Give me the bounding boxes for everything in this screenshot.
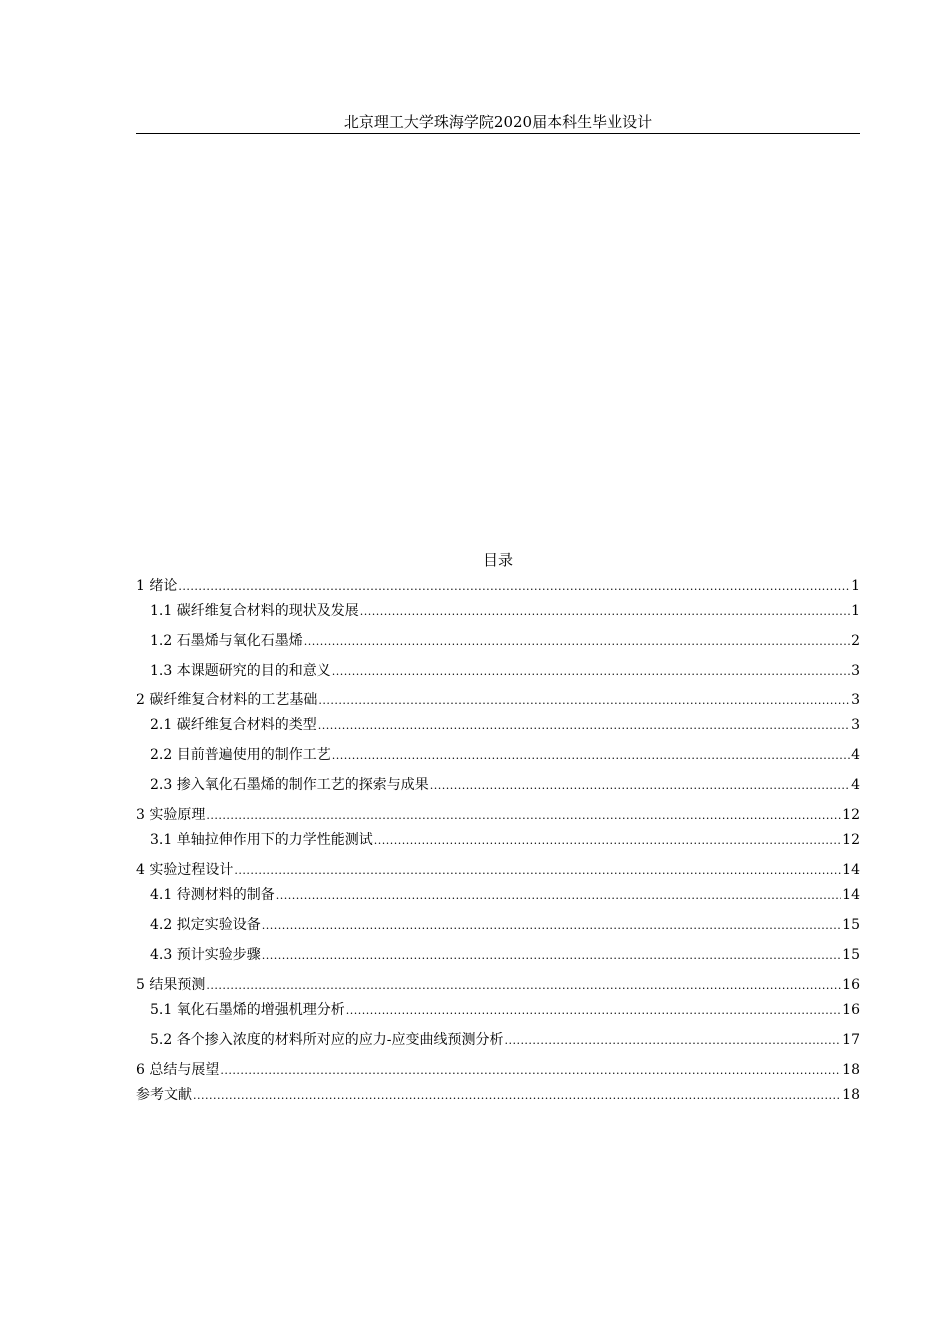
toc-entry-chapter-5[interactable] [136, 975, 860, 996]
toc-entry-label: 4.2 拟定实验设备 [150, 917, 261, 933]
toc-leader-dots [276, 886, 841, 906]
toc-leader-dots [262, 946, 841, 966]
toc-entry-label: 2.1 碳纤维复合材料的类型 [150, 717, 317, 733]
toc-leader-dots [360, 602, 850, 622]
toc-leader-dots [318, 691, 850, 711]
toc-entry-label: 3 实验原理 [136, 807, 206, 823]
toc-leader-dots [206, 806, 841, 826]
toc-entry-label: 5.1 氧化石墨烯的增强机理分析 [150, 1002, 345, 1018]
toc-entry-page: 2 [851, 633, 860, 649]
toc-leader-dots [430, 776, 850, 796]
toc-leader-dots [374, 831, 841, 851]
toc-entry-chapter-6[interactable] [136, 1060, 860, 1081]
toc-entry-page: 15 [842, 917, 860, 933]
toc-entry-references[interactable] [136, 1085, 860, 1106]
toc-entry-section-2-1[interactable] [150, 715, 860, 736]
toc-leader-dots [304, 632, 850, 652]
toc-entry-page: 16 [842, 1002, 860, 1018]
toc-entry-label: 1.2 石墨烯与氧化石墨烯 [150, 633, 303, 649]
toc-entry-page: 15 [842, 947, 860, 963]
toc-entry-section-1-1[interactable] [150, 601, 860, 622]
toc-entry-section-2-3[interactable] [150, 775, 860, 796]
toc-title: 目录 [482, 551, 513, 569]
toc-entry-section-1-2[interactable] [150, 631, 860, 652]
toc-entry-page: 14 [842, 862, 860, 878]
toc-entry-chapter-1[interactable] [136, 576, 860, 597]
toc-entry-page: 3 [851, 717, 860, 733]
toc-entry-label: 2.2 目前普遍使用的制作工艺 [150, 747, 331, 763]
toc-leader-dots [178, 577, 850, 597]
toc-entry-page: 1 [851, 578, 860, 594]
toc-entry-label: 1 绪论 [136, 578, 178, 594]
toc-entry-page: 4 [851, 777, 860, 793]
toc-entry-label: 2 碳纤维复合材料的工艺基础 [136, 692, 318, 708]
toc-entry-label: 1.1 碳纤维复合材料的现状及发展 [150, 603, 359, 619]
toc-entry-chapter-4[interactable] [136, 860, 860, 881]
toc-leader-dots [332, 662, 850, 682]
toc-entry-label: 4 实验过程设计 [136, 862, 234, 878]
toc-entry-label: 2.3 掺入氧化石墨烯的制作工艺的探索与成果 [150, 777, 429, 793]
toc-leader-dots [220, 1061, 841, 1081]
toc-leader-dots [346, 1001, 841, 1021]
page-header: 北京理工大学珠海学院2020届本科生毕业设计 [136, 113, 860, 134]
toc-entry-page: 12 [842, 832, 860, 848]
toc-entry-page: 18 [842, 1062, 860, 1078]
toc-entry-label: 参考文献 [136, 1087, 192, 1103]
toc-entry-label: 5.2 各个掺入浓度的材料所对应的应力-应变曲线预测分析 [150, 1032, 504, 1048]
toc-entry-page: 1 [851, 603, 860, 619]
toc-leader-dots [193, 1086, 841, 1106]
toc-entry-page: 18 [842, 1087, 860, 1103]
toc-entry-label: 5 结果预测 [136, 977, 206, 993]
toc-leader-dots [206, 976, 841, 996]
toc-entry-page: 17 [842, 1032, 860, 1048]
toc-entry-page: 3 [851, 663, 860, 679]
toc-entry-section-4-1[interactable] [150, 885, 860, 906]
toc-entry-page: 14 [842, 887, 860, 903]
toc-leader-dots [332, 746, 850, 766]
toc-leader-dots [262, 916, 841, 936]
toc-entry-page: 12 [842, 807, 860, 823]
toc-entry-label: 6 总结与展望 [136, 1062, 220, 1078]
toc-entry-section-3-1[interactable] [150, 830, 860, 851]
toc-entry-section-1-3[interactable] [150, 661, 860, 682]
toc-leader-dots [318, 716, 850, 736]
toc-entry-chapter-3[interactable] [136, 805, 860, 826]
toc-entry-section-5-1[interactable] [150, 1000, 860, 1021]
toc-entry-page: 16 [842, 977, 860, 993]
toc-entry-label: 4.3 预计实验步骤 [150, 947, 261, 963]
toc-entry-section-2-2[interactable] [150, 745, 860, 766]
toc-entry-section-5-2[interactable] [150, 1030, 860, 1051]
toc-entry-page: 3 [851, 692, 860, 708]
toc-entry-section-4-2[interactable] [150, 915, 860, 936]
toc-entry-label: 4.1 待测材料的制备 [150, 887, 275, 903]
toc-leader-dots [504, 1031, 841, 1051]
toc-entry-label: 1.3 本课题研究的目的和意义 [150, 663, 331, 679]
toc-entry-label: 3.1 单轴拉伸作用下的力学性能测试 [150, 832, 373, 848]
toc-entry-page: 4 [851, 747, 860, 763]
toc-leader-dots [234, 861, 841, 881]
toc-entry-chapter-2[interactable] [136, 690, 860, 711]
toc-entry-section-4-3[interactable] [150, 945, 860, 966]
